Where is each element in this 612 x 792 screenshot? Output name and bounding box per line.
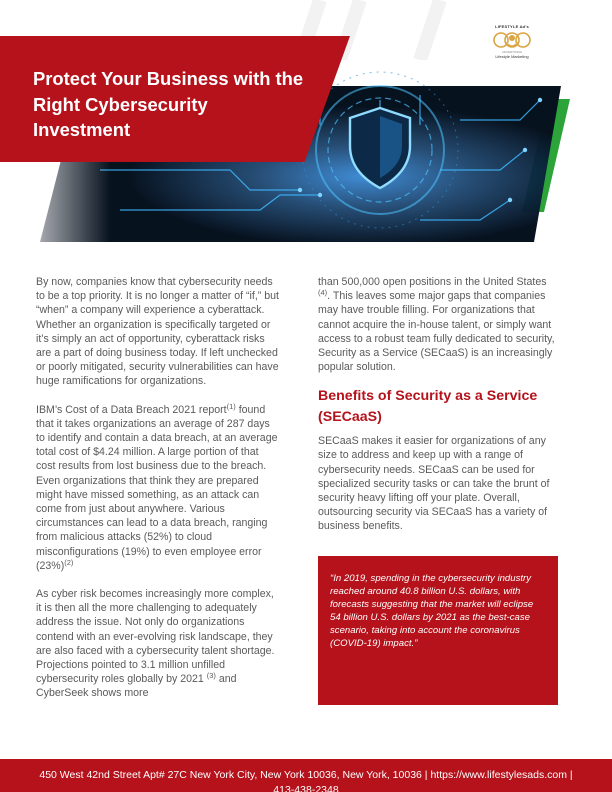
reference-2: (2)	[64, 557, 74, 567]
page-title: Protect Your Business with the Right Cybersecurity Investment	[33, 68, 304, 140]
logo-sub-text: ADVERTISING	[501, 50, 523, 54]
secaas-benefits-paragraph: SECaaS makes it easier for organizations of any size to address and keep up with a range of cybersecurity needs. SECaaS can be used for specialized security tasks or can take the brunt of security heavy lifting off your plate. Overall, outsourcing security via SECaaS has a variety of business benefits.	[318, 435, 550, 533]
intro-paragraph: By now, companies know that cybersecurity needs to be a top priority. It is no longer a matter of “if,” but “when” a company will experience a cyberattack. Whether an organization is specifically targeted or it’s simply an act of opportunity, cyberattack risks are a part of doing business today. If left unchecked or poorly mitigated, security vulnerabilities can have huge ramifications for organizations.	[36, 276, 279, 388]
logo-top-text: LIFESTYLE Ad's	[495, 24, 529, 29]
footer-address: 450 West 42nd Street Apt# 27C New York City, New York 10036, New York, 10036 | https://www.lifestylesads.com |	[39, 769, 573, 781]
open-positions-paragraph: than 500,000 open positions in the United States $^{(4)}$. This leaves some major gaps that companies may have trouble filling. For organizations that cannot acquire the in-house talent, or simply want access to a robust team fully dedicated to security, Security as a Service (SECaaS) is an increasingly popular solution.	[318, 276, 555, 374]
right-column	[318, 275, 558, 548]
logo-bottom-text: Lifestyle Marketing	[495, 54, 529, 59]
reference-4: (4)	[318, 288, 328, 298]
footer-contact-bar	[0, 759, 612, 792]
reference-1: (1)	[226, 401, 236, 411]
talent-shortage-paragraph: As cyber risk becomes increasingly more complex, it is then all the more challenging to adequately address the issue. Not only do organizations contend with an ever-evolving risk landscape, they are also faced with a cybersecurity talent shortage. Projections pointed to 3.1 million unfilled cybersecurity roles globally by 2021 $^{(3)}$ and CyberSeek shows more	[36, 588, 275, 700]
ibm-report-paragraph: IBM’s Cost of a Data Breach 2021 report$^{(1)}$ found that it takes organizations an average of 287 days to identify and contain a data breach, at an average total cost of $4.24 million. A large portion of that cost results from lost business due to the breach. Even organizations that think they are prepared might have missed something, as an attack can come from just about anywhere. Various circumstances can lead to a data breach, ranging from malicious attacks (52%) to cloud misconfigurations (19%) to even employee error $(23\%)^{(2)}$	[36, 401, 278, 572]
quote-callout	[318, 556, 558, 705]
section-heading: Benefits of Security as a Service (SECaaS)	[318, 388, 538, 425]
left-column	[36, 275, 279, 715]
footer-phone: 413-438-2348	[273, 783, 339, 792]
quote-text: “In 2019, spending in the cybersecurity industry reached around 40.8 billion U.S. dollars, with forecasts suggesting that the market will eclipse 54 billion U.S. dollars by 2021 as the best-case scenario, taking into account the coronavirus (COVID-19) impact.”	[330, 573, 534, 650]
reference-3: (3)	[206, 671, 216, 681]
